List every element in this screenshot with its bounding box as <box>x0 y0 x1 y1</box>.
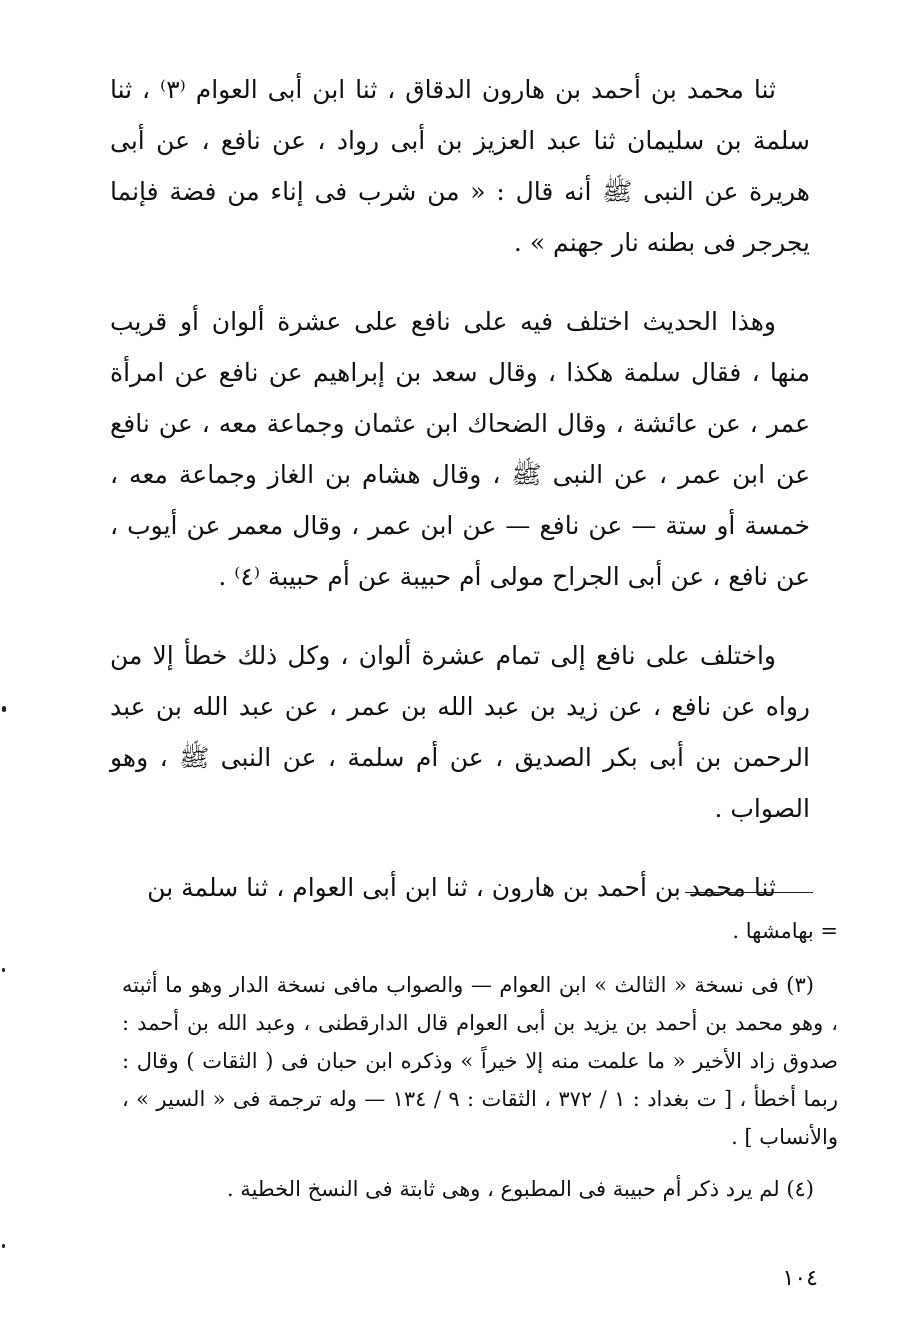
scan-speck <box>2 706 6 712</box>
footnote-separator <box>685 892 813 893</box>
page-number: ١٠٤ <box>782 1266 818 1291</box>
paragraph-1: ثنا محمد بن أحمد بن هارون الدقاق ، ثنا ابن أبى العوام ⁽٣⁾ ، ثنا سلمة بن سليمان ثنا عبد العزيز بن أبى رواد ، عن نافع ، عن أبى هريرة عن النبى ﷺ أنه قال : « من شرب فى إناء من فضة فإنما يجرجر فى بطنه نار جهنم » . <box>110 75 810 257</box>
paragraph-4: ثنا محمد بن أحمد بن هارون ، ثنا ابن أبى العوام ، ثنا سلمة بن <box>147 873 776 902</box>
scan-speck <box>2 1244 5 1248</box>
scan-speck <box>2 968 5 972</box>
main-text <box>110 64 810 941</box>
footnote-continuation: = بهامشها . <box>732 919 838 943</box>
paragraph-2: وهذا الحديث اختلف فيه على نافع على عشرة ألوان أو قريب منها ، فقال سلمة هكذا ، وقال سعد بن إبراهيم عن نافع عن امرأة عمر ، عن عائشة ، وقال الضحاك ابن عثمان وجماعة معه ، عن نافع عن ابن عمر ، عن النبى ﷺ ، وقال هشام بن الغاز وجماعة معه ، خمسة أو ستة — عن نافع — عن ابن عمر ، وقال معمر عن أيوب ، عن نافع ، عن أبى الجراح مولى أم حبيبة عن أم حبيبة ⁽٤⁾ . <box>110 307 810 591</box>
footnote-4: (٤) لم يرد ذكر أم حبيبة فى المطبوع ، وهى ثابتة فى النسخ الخطية . <box>226 1177 814 1201</box>
footnote-3: (٣) فى نسخة « الثالث » ابن العوام — والصواب مافى نسخة الدار وهو ما أثبته ، وهو محمد بن أحمد بن يزيد بن أبى العوام قال الدارقطنى ، وعبد الله بن أحمد : صدوق زاد الأخير « ما علمت منه إلا خيراً » وذكره ابن حبان فى ( الثقات ) وقال : ربما أخطأ ، [ ت بغداد : ١ / ٣٧٢ ، الثقات : ٩ / ١٣٤ — وله ترجمة فى « السير » ، والأنساب ] . <box>122 973 839 1149</box>
footnotes <box>122 912 838 1222</box>
paragraph-3: واختلف على نافع إلى تمام عشرة ألوان ، وكل ذلك خطأ إلا من رواه عن نافع ، عن زيد بن عبد الله بن عمر ، عن عبد الله بن عبد الرحمن بن أبى بكر الصديق ، عن أم سلمة ، عن النبى ﷺ ، وهو الصواب . <box>110 641 810 823</box>
